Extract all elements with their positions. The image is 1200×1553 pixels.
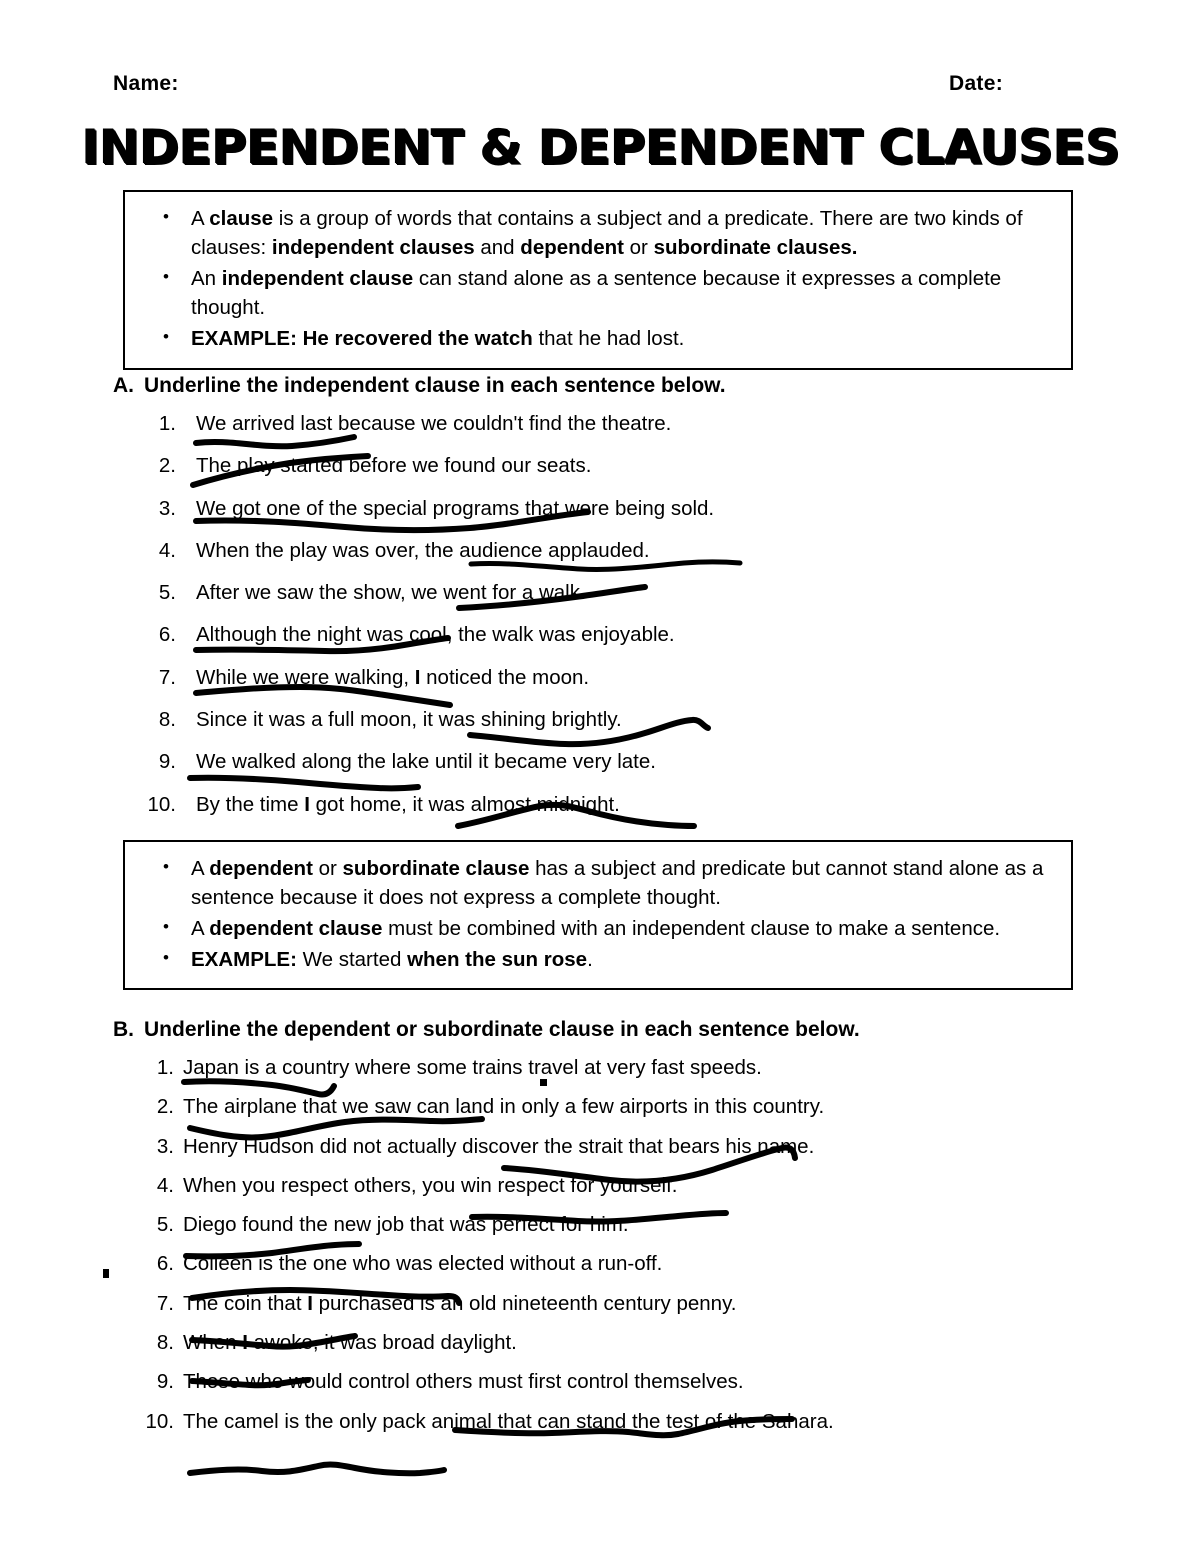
question-text[interactable]: While we were walking, I noticed the moon. <box>196 665 590 689</box>
pronoun-i: I <box>307 1291 313 1315</box>
question-text[interactable]: When I awoke, it was broad daylight. <box>183 1331 517 1355</box>
question-number: 5. <box>156 1213 174 1237</box>
ink-underline-b1 <box>184 1081 334 1094</box>
question-number: 10. <box>147 792 176 816</box>
question-text[interactable]: Colleen is the one who was elected without a run-off. <box>183 1252 663 1276</box>
pronoun-i: I <box>242 1331 248 1355</box>
question-number: 7. <box>156 1291 174 1315</box>
question-text[interactable]: Since it was a full moon, it was shining brightly. <box>196 708 622 732</box>
section-b-instruction: Underline the dependent or subordinate clause in each sentence below. <box>144 1018 860 1041</box>
question-text[interactable]: We arrived last because we couldn't find the theatre. <box>196 412 672 435</box>
question-number: 3. <box>158 496 176 520</box>
question-text[interactable]: The coin that I purchased is an old nineteenth century penny. <box>183 1291 737 1315</box>
bullet-icon: • <box>163 267 169 287</box>
definition-list-1 <box>135 204 1053 354</box>
question-text[interactable]: We walked along the lake until it became very late. <box>196 750 656 774</box>
definition-item-text: EXAMPLE: He recovered the watch that he had lost. <box>191 327 685 351</box>
question-number: 8. <box>158 708 176 732</box>
bullet-icon: • <box>163 207 169 226</box>
stray-ink-mark-center <box>540 1079 547 1086</box>
question-text[interactable]: The airplane that we saw can land in only a few airports in this country. <box>183 1095 825 1119</box>
definition-item-text: A clause is a group of words that contains a subject and a predicate. There are two kinds of clauses: independent clauses and dependent or subordinate clauses. <box>191 207 1023 260</box>
question-number: 4. <box>156 1173 174 1197</box>
definition-list-2 <box>135 854 1053 974</box>
definition-item <box>135 204 1053 262</box>
definition-item-text: EXAMPLE: We started when the sun rose. <box>191 948 593 972</box>
pronoun-i: I <box>414 665 421 689</box>
bullet-icon: • <box>163 327 169 347</box>
pronoun-i: I <box>304 792 310 816</box>
name-label: Name: <box>113 72 179 95</box>
question-number: 6. <box>156 1252 174 1276</box>
definition-item-text: A dependent clause must be combined with an independent clause to make a sentence. <box>191 917 1001 941</box>
question-number: 7. <box>158 665 176 689</box>
date-label: Date: <box>948 72 1003 95</box>
question-text[interactable]: Henry Hudson did not actually discover the strait that bears his name. <box>183 1134 815 1158</box>
question-text[interactable]: Although the night was cool, the walk was enjoyable. <box>196 623 675 647</box>
ink-underline-a9 <box>190 778 418 789</box>
ink-underline-a1 <box>196 437 354 446</box>
ink-underline-a4 <box>471 562 740 570</box>
bullet-icon: • <box>163 917 169 937</box>
question-number: 8. <box>156 1331 174 1355</box>
question-number: 2. <box>158 454 176 478</box>
question-text[interactable]: We got one of the special programs that were being sold. <box>196 496 715 520</box>
question-number: 5. <box>158 581 176 605</box>
question-text[interactable]: By the time I got home, it was almost midnight. <box>196 792 620 816</box>
question-text[interactable]: The play started before we found our seats. <box>196 454 592 478</box>
definition-item <box>135 264 1053 322</box>
question-number: 3. <box>156 1134 174 1158</box>
name-date-row <box>113 72 1003 96</box>
definition-item <box>135 914 1053 943</box>
question-number: 10. <box>145 1409 174 1433</box>
independent-clause-definition-box <box>123 190 1073 370</box>
question-number: 1. <box>158 412 176 435</box>
question-text[interactable]: When you respect others, you win respect for yourself. <box>183 1173 678 1197</box>
question-number: 4. <box>158 538 176 562</box>
question-text[interactable]: When the play was over, the audience applauded. <box>196 538 650 562</box>
definition-item <box>135 945 1053 974</box>
question-text[interactable]: After we saw the show, we went for a walk. <box>196 581 586 605</box>
question-number: 9. <box>158 750 176 774</box>
section-a-letter: A. <box>113 374 134 397</box>
question-text[interactable]: Japan is a country where some trains travel at very fast speeds. <box>183 1056 762 1079</box>
bullet-icon: • <box>163 948 169 968</box>
question-number: 1. <box>156 1056 174 1079</box>
stray-ink-mark-left <box>103 1269 109 1278</box>
question-text[interactable]: The camel is the only pack animal that can stand the test of the Sahara. <box>183 1409 834 1433</box>
definition-item-text: A dependent or subordinate clause has a subject and predicate but cannot stand alone as a sentence because it does not express a complete thought. <box>191 857 1044 910</box>
question-text[interactable]: Those who would control others must first control themselves. <box>183 1370 744 1394</box>
question-number: 6. <box>158 623 176 647</box>
ink-underline-b10 <box>190 1465 444 1474</box>
question-text[interactable]: Diego found the new job that was perfect for him. <box>183 1213 629 1237</box>
question-number: 9. <box>156 1370 174 1394</box>
section-a-heading <box>113 374 726 398</box>
section-a-instruction: Underline the independent clause in each sentence below. <box>144 374 726 397</box>
section-b-heading <box>113 1018 860 1042</box>
question-number: 2. <box>156 1095 174 1119</box>
dependent-clause-definition-box <box>123 840 1073 990</box>
bullet-icon: • <box>163 857 169 876</box>
definition-item <box>135 324 1053 353</box>
page-title: INDEPENDENT & DEPENDENT CLAUSES <box>80 120 1120 175</box>
definition-item <box>135 854 1053 912</box>
definition-item-text: An independent clause can stand alone as a sentence because it expresses a complete thought. <box>191 267 1002 320</box>
section-b-letter: B. <box>113 1018 134 1041</box>
